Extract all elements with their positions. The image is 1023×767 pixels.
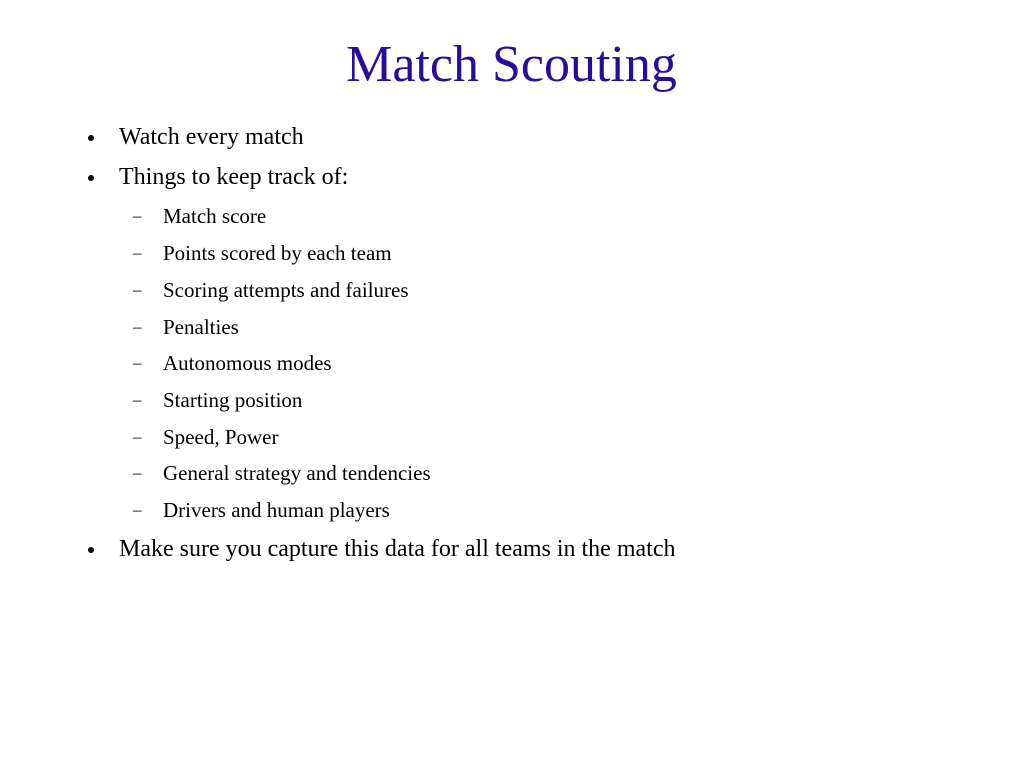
- bullet-icon: [88, 175, 94, 181]
- sub-list-item-text: General strategy and tendencies: [163, 461, 431, 485]
- bullet-icon: [88, 135, 94, 141]
- sub-list-item-text: Match score: [163, 204, 267, 228]
- sub-list-item-text: Penalties: [163, 315, 239, 339]
- dash-icon: –: [133, 317, 142, 336]
- sub-list-item-text: Drivers and human players: [163, 498, 390, 522]
- sub-list-item-text: Autonomous modes: [163, 351, 332, 375]
- list-item-text: Make sure you capture this data for all teams in the match: [119, 536, 676, 562]
- dash-icon: –: [133, 427, 142, 446]
- list-item-text: Watch every match: [119, 124, 304, 150]
- dash-icon: –: [133, 500, 142, 519]
- sub-list-item-text: Points scored by each team: [163, 241, 392, 265]
- dash-icon: –: [133, 206, 142, 225]
- dash-icon: –: [133, 353, 142, 372]
- sub-list-item-text: Starting position: [163, 388, 303, 412]
- list-item-text: Things to keep track of:: [119, 164, 349, 190]
- sub-list-item-text: Scoring attempts and failures: [163, 278, 409, 302]
- dash-icon: –: [133, 463, 142, 482]
- dash-icon: –: [133, 280, 142, 299]
- sub-list-item-text: Speed, Power: [163, 425, 279, 449]
- slide-title: Match Scouting: [346, 36, 677, 93]
- dash-icon: –: [133, 243, 142, 262]
- bullet-icon: [88, 547, 94, 553]
- dash-icon: –: [133, 390, 142, 409]
